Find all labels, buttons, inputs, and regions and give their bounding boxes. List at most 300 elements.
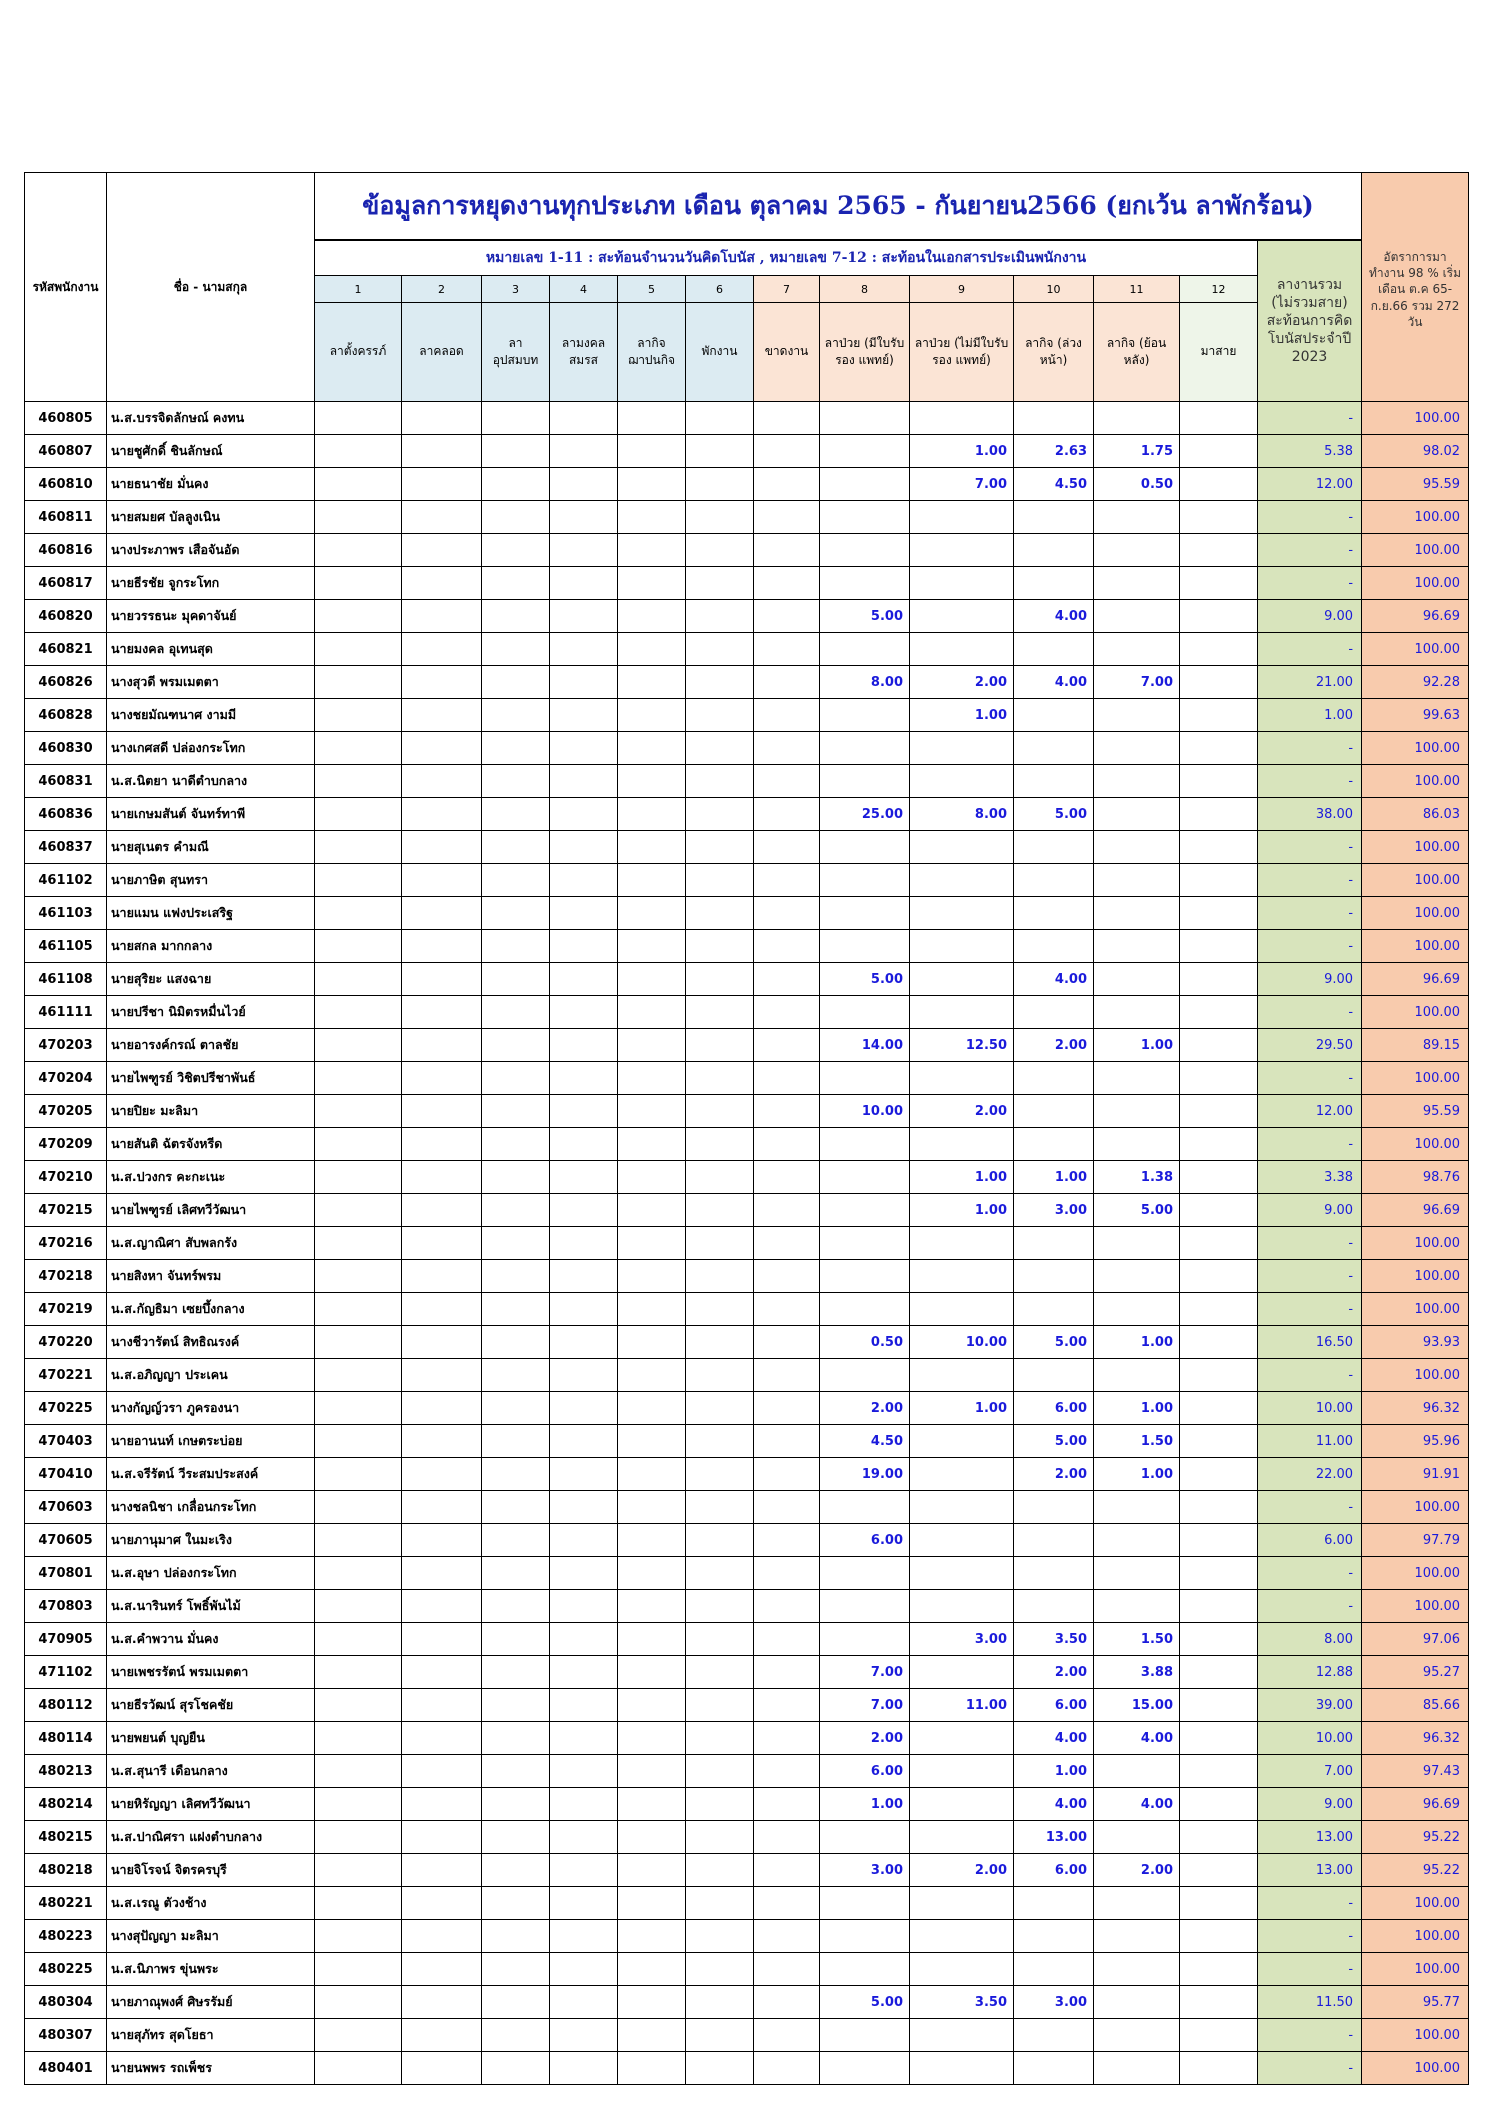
leave-cell-4 <box>550 1128 618 1161</box>
leave-cell-4 <box>550 468 618 501</box>
leave-cell-3 <box>482 1788 550 1821</box>
leave-cell-4 <box>550 798 618 831</box>
employee-id-cell: 460828 <box>25 699 107 732</box>
leave-cell-8: 5.00 <box>820 1986 910 2019</box>
employee-name-cell: นายสุริยะ แสงฉาย <box>107 963 315 996</box>
leave-cell-9 <box>910 1524 1014 1557</box>
leave-cell-12 <box>1180 1821 1258 1854</box>
leave-cell-11 <box>1094 765 1180 798</box>
employee-id-cell: 470209 <box>25 1128 107 1161</box>
leave-cell-4 <box>550 1953 618 1986</box>
leave-cell-9 <box>910 1260 1014 1293</box>
employee-name-cell: นายวรรธนะ มุคดาจันย์ <box>107 600 315 633</box>
column-label-7: ขาดงาน <box>754 303 820 402</box>
attendance-rate-cell: 100.00 <box>1362 864 1469 897</box>
leave-cell-7 <box>754 666 820 699</box>
leave-cell-5 <box>618 798 686 831</box>
leave-cell-6 <box>686 732 754 765</box>
employee-name-cell: น.ส.สุนารี เดือนกลาง <box>107 1755 315 1788</box>
leave-cell-4 <box>550 1854 618 1887</box>
leave-cell-3 <box>482 1491 550 1524</box>
leave-cell-2 <box>402 1821 482 1854</box>
table-row <box>25 2052 1469 2085</box>
employee-name-cell: นายภาษิต สุนทรา <box>107 864 315 897</box>
leave-cell-9: 11.00 <box>910 1689 1014 1722</box>
leave-cell-10 <box>1014 501 1094 534</box>
column-label-12: มาสาย <box>1180 303 1258 402</box>
leave-cell-3 <box>482 435 550 468</box>
leave-cell-11 <box>1094 1953 1180 1986</box>
leave-cell-11 <box>1094 501 1180 534</box>
leave-cell-12 <box>1180 765 1258 798</box>
leave-cell-8 <box>820 1260 910 1293</box>
leave-cell-12 <box>1180 2052 1258 2085</box>
leave-cell-1 <box>315 1590 402 1623</box>
total-leave-cell: 12.00 <box>1258 468 1362 501</box>
leave-cell-1 <box>315 1920 402 1953</box>
leave-cell-5 <box>618 1953 686 1986</box>
leave-cell-8 <box>820 534 910 567</box>
attendance-rate-cell: 99.63 <box>1362 699 1469 732</box>
leave-cell-12 <box>1180 1029 1258 1062</box>
leave-cell-8: 19.00 <box>820 1458 910 1491</box>
leave-cell-11 <box>1094 1986 1180 2019</box>
leave-cell-4 <box>550 1293 618 1326</box>
attendance-rate-cell: 96.69 <box>1362 1788 1469 1821</box>
table-row <box>25 1095 1469 1128</box>
leave-cell-1 <box>315 1854 402 1887</box>
leave-cell-9 <box>910 2052 1014 2085</box>
leave-cell-5 <box>618 1260 686 1293</box>
leave-cell-3 <box>482 1557 550 1590</box>
leave-cell-5 <box>618 1920 686 1953</box>
leave-cell-1 <box>315 1821 402 1854</box>
table-row <box>25 501 1469 534</box>
leave-cell-12 <box>1180 897 1258 930</box>
leave-cell-10 <box>1014 930 1094 963</box>
leave-cell-9 <box>910 963 1014 996</box>
table-row <box>25 1854 1469 1887</box>
leave-cell-3 <box>482 1953 550 1986</box>
employee-name-cell: น.ส.นารินทร์ โพธิ์พันไม้ <box>107 1590 315 1623</box>
leave-cell-3 <box>482 1887 550 1920</box>
leave-cell-12 <box>1180 1524 1258 1557</box>
employee-name-cell: นายนพพร รถเพ็ชร <box>107 2052 315 2085</box>
leave-cell-2 <box>402 1953 482 1986</box>
leave-cell-2 <box>402 1260 482 1293</box>
employee-id-cell: 460817 <box>25 567 107 600</box>
leave-cell-1 <box>315 468 402 501</box>
leave-cell-12 <box>1180 2019 1258 2052</box>
leave-cell-2 <box>402 1755 482 1788</box>
employee-name-cell: น.ส.ปวงกร คะกะเนะ <box>107 1161 315 1194</box>
attendance-rate-cell: 93.93 <box>1362 1326 1469 1359</box>
leave-cell-4 <box>550 1029 618 1062</box>
leave-cell-9: 1.00 <box>910 1194 1014 1227</box>
leave-cell-4 <box>550 1755 618 1788</box>
leave-cell-11: 7.00 <box>1094 666 1180 699</box>
leave-cell-9 <box>910 1887 1014 1920</box>
leave-cell-1 <box>315 1623 402 1656</box>
leave-cell-11: 15.00 <box>1094 1689 1180 1722</box>
leave-cell-8: 6.00 <box>820 1755 910 1788</box>
attendance-rate-cell: 100.00 <box>1362 1491 1469 1524</box>
leave-cell-12 <box>1180 1689 1258 1722</box>
table-row <box>25 831 1469 864</box>
leave-cell-11 <box>1094 2019 1180 2052</box>
leave-cell-10: 3.00 <box>1014 1194 1094 1227</box>
leave-cell-2 <box>402 402 482 435</box>
attendance-rate-cell: 100.00 <box>1362 930 1469 963</box>
leave-cell-1 <box>315 1788 402 1821</box>
leave-cell-3 <box>482 798 550 831</box>
employee-id-cell: 461105 <box>25 930 107 963</box>
leave-cell-2 <box>402 1326 482 1359</box>
leave-cell-4 <box>550 699 618 732</box>
leave-cell-11 <box>1094 1590 1180 1623</box>
leave-cell-5 <box>618 1029 686 1062</box>
table-row <box>25 1722 1469 1755</box>
total-leave-cell: - <box>1258 501 1362 534</box>
column-label-2: ลาคลอด <box>402 303 482 402</box>
leave-cell-11 <box>1094 2052 1180 2085</box>
leave-cell-10: 5.00 <box>1014 1326 1094 1359</box>
total-leave-cell: 10.00 <box>1258 1722 1362 1755</box>
leave-cell-5 <box>618 1788 686 1821</box>
table-row <box>25 1788 1469 1821</box>
leave-cell-6 <box>686 1491 754 1524</box>
attendance-rate-cell: 95.96 <box>1362 1425 1469 1458</box>
total-leave-cell: - <box>1258 1557 1362 1590</box>
employee-id-cell: 461103 <box>25 897 107 930</box>
total-leave-cell: 22.00 <box>1258 1458 1362 1491</box>
leave-cell-4 <box>550 1260 618 1293</box>
leave-cell-7 <box>754 1029 820 1062</box>
leave-cell-3 <box>482 1359 550 1392</box>
leave-cell-9 <box>910 1656 1014 1689</box>
leave-cell-11 <box>1094 897 1180 930</box>
leave-cell-6 <box>686 1689 754 1722</box>
column-number-2: 2 <box>402 276 482 303</box>
employee-id-cell: 470410 <box>25 1458 107 1491</box>
leave-cell-7 <box>754 1491 820 1524</box>
leave-cell-9: 7.00 <box>910 468 1014 501</box>
attendance-rate-cell: 100.00 <box>1362 633 1469 666</box>
leave-cell-11 <box>1094 798 1180 831</box>
leave-cell-1 <box>315 1458 402 1491</box>
leave-cell-12 <box>1180 534 1258 567</box>
leave-cell-2 <box>402 1854 482 1887</box>
leave-cell-9 <box>910 1821 1014 1854</box>
leave-cell-4 <box>550 1161 618 1194</box>
leave-cell-9 <box>910 732 1014 765</box>
leave-cell-1 <box>315 1359 402 1392</box>
leave-cell-7 <box>754 402 820 435</box>
leave-cell-7 <box>754 831 820 864</box>
leave-cell-2 <box>402 1557 482 1590</box>
leave-cell-1 <box>315 864 402 897</box>
employee-id-cell: 470205 <box>25 1095 107 1128</box>
employee-name-cell: นางประภาพร เสือจันอัด <box>107 534 315 567</box>
leave-cell-9 <box>910 501 1014 534</box>
leave-cell-11: 0.50 <box>1094 468 1180 501</box>
leave-cell-12 <box>1180 1953 1258 1986</box>
leave-cell-11 <box>1094 699 1180 732</box>
attendance-rate-cell: 100.00 <box>1362 1920 1469 1953</box>
leave-cell-6 <box>686 1392 754 1425</box>
leave-cell-6 <box>686 2019 754 2052</box>
total-leave-cell: - <box>1258 402 1362 435</box>
leave-cell-12 <box>1180 831 1258 864</box>
leave-cell-2 <box>402 1722 482 1755</box>
leave-cell-12 <box>1180 1656 1258 1689</box>
leave-cell-12 <box>1180 1293 1258 1326</box>
leave-cell-3 <box>482 1821 550 1854</box>
leave-cell-11 <box>1094 1359 1180 1392</box>
leave-cell-5 <box>618 897 686 930</box>
leave-cell-12 <box>1180 1986 1258 2019</box>
leave-cell-2 <box>402 2019 482 2052</box>
table-row <box>25 1062 1469 1095</box>
leave-cell-10: 3.50 <box>1014 1623 1094 1656</box>
leave-cell-2 <box>402 633 482 666</box>
table-row <box>25 1359 1469 1392</box>
leave-cell-8 <box>820 468 910 501</box>
attendance-rate-cell: 100.00 <box>1362 1590 1469 1623</box>
leave-cell-12 <box>1180 930 1258 963</box>
leave-cell-4 <box>550 1788 618 1821</box>
employee-id-cell: 480215 <box>25 1821 107 1854</box>
table-row <box>25 1557 1469 1590</box>
employee-id-cell: 470204 <box>25 1062 107 1095</box>
employee-name-cell: นางเกศสดี ปล่องกระโทก <box>107 732 315 765</box>
leave-cell-1 <box>315 930 402 963</box>
leave-cell-10: 4.00 <box>1014 666 1094 699</box>
leave-cell-12 <box>1180 1458 1258 1491</box>
leave-cell-11 <box>1094 1821 1180 1854</box>
leave-cell-4 <box>550 1194 618 1227</box>
table-row <box>25 1458 1469 1491</box>
leave-cell-4 <box>550 1425 618 1458</box>
column-number-10: 10 <box>1014 276 1094 303</box>
leave-cell-10 <box>1014 897 1094 930</box>
leave-cell-4 <box>550 1920 618 1953</box>
leave-cell-11 <box>1094 534 1180 567</box>
leave-cell-7 <box>754 1953 820 1986</box>
leave-cell-2 <box>402 1986 482 2019</box>
leave-cell-7 <box>754 1062 820 1095</box>
leave-cell-2 <box>402 831 482 864</box>
employee-id-cell: 460811 <box>25 501 107 534</box>
attendance-rate-cell: 100.00 <box>1362 1359 1469 1392</box>
leave-cell-3 <box>482 1062 550 1095</box>
total-leave-header: ลางานรวม (ไม่รวมสาย) สะท้อนการคิด โบนัสประจำปี 2023 <box>1258 240 1362 402</box>
table-row <box>25 2019 1469 2052</box>
table-row <box>25 1260 1469 1293</box>
employee-id-cell: 480307 <box>25 2019 107 2052</box>
leave-cell-1 <box>315 1524 402 1557</box>
leave-cell-6 <box>686 666 754 699</box>
attendance-rate-cell: 100.00 <box>1362 2052 1469 2085</box>
attendance-rate-cell: 96.69 <box>1362 963 1469 996</box>
leave-cell-3 <box>482 897 550 930</box>
leave-cell-10: 4.50 <box>1014 468 1094 501</box>
employee-name-cell: น.ส.นิภาพร ขุ่นพระ <box>107 1953 315 1986</box>
leave-cell-2 <box>402 1062 482 1095</box>
leave-cell-11: 2.00 <box>1094 1854 1180 1887</box>
leave-cell-12 <box>1180 1095 1258 1128</box>
leave-cell-4 <box>550 1887 618 1920</box>
leave-cell-1 <box>315 1392 402 1425</box>
column-number-3: 3 <box>482 276 550 303</box>
leave-cell-5 <box>618 666 686 699</box>
leave-cell-7 <box>754 1524 820 1557</box>
employee-id-cell: 480221 <box>25 1887 107 1920</box>
leave-cell-7 <box>754 633 820 666</box>
leave-cell-10: 1.00 <box>1014 1161 1094 1194</box>
employee-id-cell: 460831 <box>25 765 107 798</box>
leave-cell-8 <box>820 1359 910 1392</box>
employee-id-cell: 470221 <box>25 1359 107 1392</box>
leave-cell-3 <box>482 567 550 600</box>
leave-cell-6 <box>686 798 754 831</box>
employee-id-cell: 460826 <box>25 666 107 699</box>
employee-name-cell: นายสันติ ฉัตรจังหรีด <box>107 1128 315 1161</box>
leave-cell-3 <box>482 1854 550 1887</box>
attendance-rate-cell: 85.66 <box>1362 1689 1469 1722</box>
leave-cell-9 <box>910 534 1014 567</box>
leave-cell-4 <box>550 1227 618 1260</box>
leave-cell-11 <box>1094 1062 1180 1095</box>
attendance-rate-cell: 96.69 <box>1362 600 1469 633</box>
leave-cell-6 <box>686 1854 754 1887</box>
leave-cell-11 <box>1094 1557 1180 1590</box>
leave-cell-7 <box>754 1557 820 1590</box>
leave-cell-3 <box>482 1227 550 1260</box>
total-leave-cell: - <box>1258 1887 1362 1920</box>
leave-cell-4 <box>550 1326 618 1359</box>
leave-cell-8: 3.00 <box>820 1854 910 1887</box>
leave-cell-12 <box>1180 798 1258 831</box>
leave-cell-6 <box>686 1128 754 1161</box>
leave-cell-9 <box>910 567 1014 600</box>
table-row <box>25 1161 1469 1194</box>
leave-cell-7 <box>754 1326 820 1359</box>
leave-cell-6 <box>686 402 754 435</box>
leave-cell-11 <box>1094 1260 1180 1293</box>
employee-name-cell: นางชลนิชา เกลื่อนกระโทก <box>107 1491 315 1524</box>
leave-cell-7 <box>754 1887 820 1920</box>
leave-cell-7 <box>754 501 820 534</box>
leave-cell-6 <box>686 831 754 864</box>
leave-cell-11 <box>1094 1128 1180 1161</box>
total-leave-cell: - <box>1258 1260 1362 1293</box>
leave-cell-6 <box>686 534 754 567</box>
leave-cell-7 <box>754 1095 820 1128</box>
leave-cell-12 <box>1180 1392 1258 1425</box>
leave-cell-10: 6.00 <box>1014 1689 1094 1722</box>
table-row <box>25 1524 1469 1557</box>
leave-cell-8 <box>820 996 910 1029</box>
total-leave-cell: - <box>1258 2019 1362 2052</box>
leave-cell-9 <box>910 1590 1014 1623</box>
leave-cell-5 <box>618 2052 686 2085</box>
employee-name-cell: นายอานนท์ เกษตระบ่อย <box>107 1425 315 1458</box>
leave-cell-6 <box>686 963 754 996</box>
leave-cell-2 <box>402 1524 482 1557</box>
leave-cell-10 <box>1014 1887 1094 1920</box>
leave-cell-7 <box>754 468 820 501</box>
attendance-rate-cell: 96.32 <box>1362 1722 1469 1755</box>
leave-cell-12 <box>1180 1128 1258 1161</box>
leave-cell-12 <box>1180 666 1258 699</box>
leave-cell-10: 2.00 <box>1014 1029 1094 1062</box>
employee-name-cell: นางสุวดี พรมเมตตา <box>107 666 315 699</box>
leave-cell-10 <box>1014 1095 1094 1128</box>
leave-cell-7 <box>754 798 820 831</box>
total-leave-cell: 5.38 <box>1258 435 1362 468</box>
leave-cell-11 <box>1094 732 1180 765</box>
leave-cell-11 <box>1094 567 1180 600</box>
leave-cell-6 <box>686 1425 754 1458</box>
leave-cell-6 <box>686 1029 754 1062</box>
leave-cell-7 <box>754 1590 820 1623</box>
leave-cell-12 <box>1180 1161 1258 1194</box>
leave-cell-9 <box>910 633 1014 666</box>
leave-cell-5 <box>618 633 686 666</box>
leave-cell-8 <box>820 765 910 798</box>
leave-cell-10: 13.00 <box>1014 1821 1094 1854</box>
leave-cell-2 <box>402 1656 482 1689</box>
column-number-11: 11 <box>1094 276 1180 303</box>
total-leave-cell: 11.00 <box>1258 1425 1362 1458</box>
leave-cell-8 <box>820 864 910 897</box>
leave-cell-1 <box>315 1755 402 1788</box>
leave-cell-8 <box>820 1062 910 1095</box>
leave-cell-8 <box>820 567 910 600</box>
leave-cell-5 <box>618 1623 686 1656</box>
employee-name-cell: นายสกล มากกลาง <box>107 930 315 963</box>
leave-cell-5 <box>618 1392 686 1425</box>
leave-cell-3 <box>482 699 550 732</box>
table-row <box>25 1425 1469 1458</box>
employee-id-cell: 470203 <box>25 1029 107 1062</box>
leave-cell-9: 2.00 <box>910 666 1014 699</box>
leave-cell-11 <box>1094 1920 1180 1953</box>
attendance-rate-cell: 96.32 <box>1362 1392 1469 1425</box>
leave-cell-6 <box>686 501 754 534</box>
leave-cell-1 <box>315 1326 402 1359</box>
leave-cell-7 <box>754 1260 820 1293</box>
table-row <box>25 1689 1469 1722</box>
leave-cell-3 <box>482 1755 550 1788</box>
leave-cell-4 <box>550 963 618 996</box>
employee-id-cell: 460830 <box>25 732 107 765</box>
leave-cell-7 <box>754 1194 820 1227</box>
table-row <box>25 1920 1469 1953</box>
leave-cell-8 <box>820 732 910 765</box>
leave-cell-10 <box>1014 1557 1094 1590</box>
leave-cell-5 <box>618 864 686 897</box>
leave-cell-6 <box>686 1722 754 1755</box>
leave-cell-6 <box>686 1755 754 1788</box>
total-leave-cell: - <box>1258 930 1362 963</box>
employee-id-cell: 460821 <box>25 633 107 666</box>
leave-cell-8: 0.50 <box>820 1326 910 1359</box>
leave-cell-11 <box>1094 1293 1180 1326</box>
leave-cell-5 <box>618 1227 686 1260</box>
leave-cell-2 <box>402 1689 482 1722</box>
